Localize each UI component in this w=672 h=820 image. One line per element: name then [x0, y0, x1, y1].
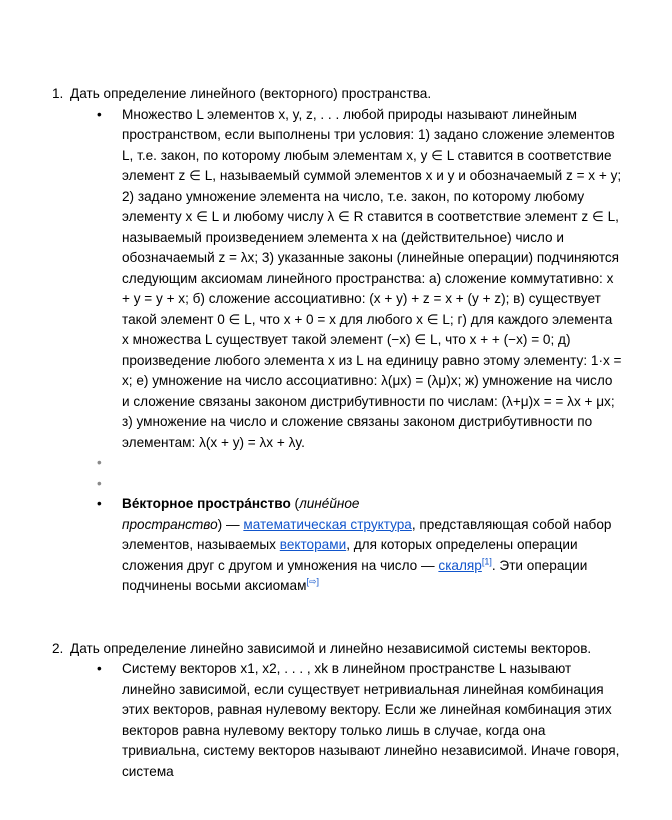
link-vectors[interactable]: векторами [279, 537, 347, 552]
wiki-text: , для которых определены операции сложения друг с другом и умножения на число — [122, 537, 578, 573]
term-bold: Ве́кторное простра́нство [122, 496, 291, 511]
link-math-structure[interactable]: математическая структура [243, 516, 412, 532]
question-1 [52, 84, 622, 597]
footnote-ref-1[interactable]: [1] [481, 555, 492, 566]
question-2-heading [52, 639, 622, 660]
bullet-wiki-definition [97, 494, 622, 597]
question-2 [52, 639, 622, 783]
paren-close: ) — [217, 516, 244, 532]
answer-list-1 [52, 105, 622, 597]
question-1-heading [52, 84, 622, 105]
item-title: Дать определение линейно зависимой и линейно независимой системы векторов. [70, 640, 592, 656]
wiki-text: , представляющая собой набор элементов, называемых [122, 516, 612, 552]
bullet-dot-icon: • [97, 455, 102, 470]
bullet-definition-1 [97, 105, 622, 454]
link-scalar[interactable]: скаляр [438, 557, 482, 573]
bullet-empty-2 [97, 474, 622, 495]
definition-text-1: Множество L элементов x, y, z, . . . любой природы называют линейным пространством, если выполнены три условия: 1) задано сложение элементов L, т.е. закон, по которому любым элементам x, y ∈ L ставится в соответствие элемент z ∈ L, называемый суммой элементов x и y и обозначаемый z = x + y; 2) задано умножение элемента на число, т.е. закон, по которому любому элементу x ∈ L и любому числу λ ∈ R ставится в соответствие элемент z ∈ L, называемый произведением элемента x на (действительное) число и обозначаемый z = λx; 3) указанные законы (линейные операции) подчиняются следующим аксиомам линейного пространства: а) сложение коммутативно: x + y = y + x; б) сложение ассоциативно: (x + y) + z = x + (y + z); в) существует такой элемент 0 ∈ L, что x + 0 = x для любого x ∈ L; г) для каждого элемента x множества L существует такой элемент (−x) ∈ L, что x + + (−x) = 0; д) произведение любого элемента x из L на единицу равно этому элементу: 1·x = x; е) умножение на число ассоциативно: λ(μx) = (λμ)x; ж) умножение на число и сложение связаны законом дистрибутивности по числам: (λ+μ)x = = λx + μx; з) умножение на число и сложение связаны законом дистрибутивности по элементам: λ(x + y) = λx + λy. [122, 106, 622, 450]
answer-list-2 [52, 659, 622, 782]
item-number: 2. [52, 640, 64, 656]
bullet-empty-1 [97, 453, 622, 474]
bullet-definition-2 [97, 659, 622, 782]
bullet-dot-icon: • [97, 496, 102, 511]
item-title: Дать определение линейного (векторного) пространства. [70, 86, 432, 101]
term-italic: пространство [122, 516, 218, 532]
item-number: 1. [52, 86, 64, 101]
bullet-dot-icon: • [97, 475, 102, 491]
paren-open: ( [290, 496, 300, 511]
bullet-dot-icon: • [97, 661, 102, 676]
definition-text-2: Систему векторов x1, x2, . . . , xk в линейном пространстве L называют линейно зависимой, если существует нетривиальная линейная комбинация этих векторов, равная нулевому вектору. Если же линейная комбинация этих векторов равна нулевому вектору только лишь в случае, когда она тривиальна, систему векторов называют линейно независимой. Иначе говоря, система [122, 661, 620, 779]
term-italic: лине́йное [299, 496, 360, 511]
footnote-ref-arrow[interactable]: [⇨] [306, 576, 319, 587]
wiki-text: . Эти операции подчинены восьми аксиомам [122, 557, 588, 593]
bullet-dot-icon: • [97, 106, 102, 122]
